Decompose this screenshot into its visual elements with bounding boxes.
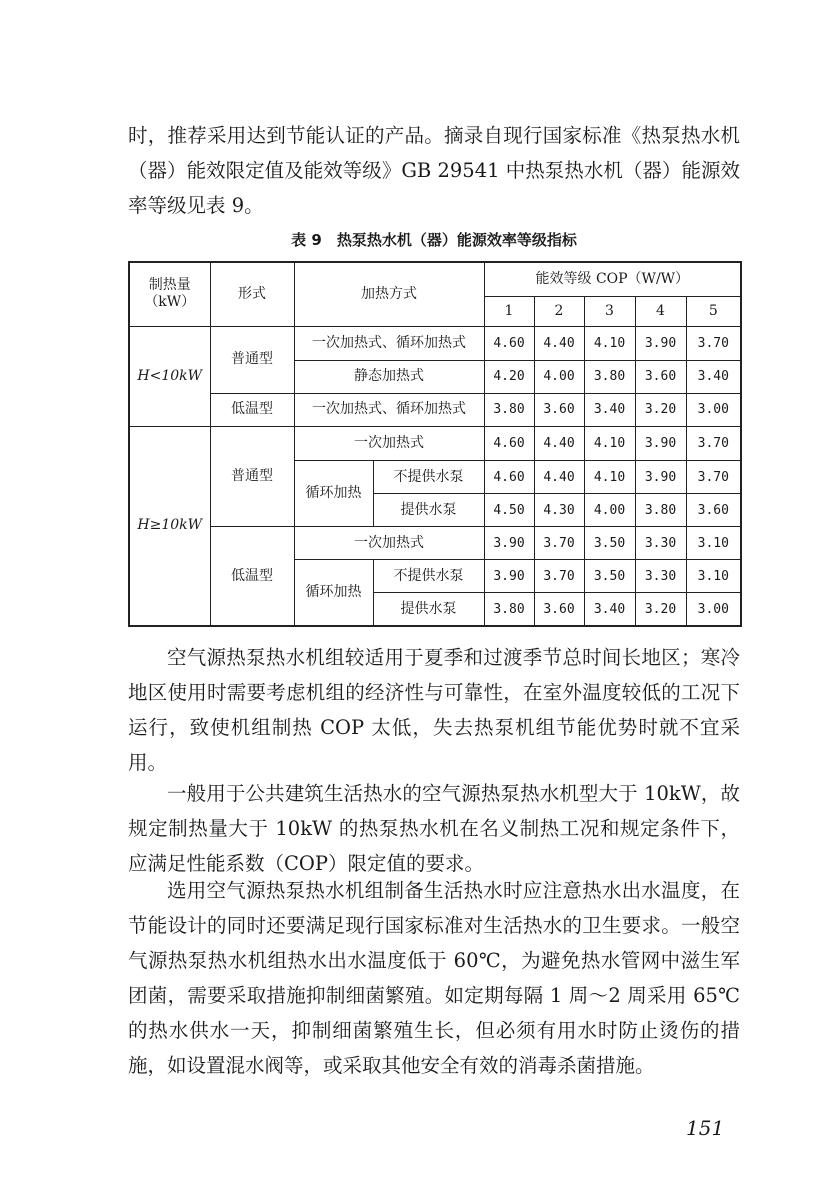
cop-value: 3.90 [635, 326, 686, 360]
cop-value: 3.20 [635, 393, 686, 426]
method-label: 一次加热式 [294, 426, 484, 460]
body-paragraph: 一般用于公共建筑生活热水的空气源热泵热水机型大于 10kW，故规定制热量大于 10kW 的热泵热水机在名义制热工况和规定条件下，应满足性能系数（COP）限定值的要求。 [128, 782, 740, 875]
table-row [129, 393, 741, 426]
table-row [129, 326, 741, 360]
cop-value: 3.80 [635, 494, 686, 527]
method-label: 一次加热式、循环加热式 [294, 393, 484, 426]
cop-value: 3.80 [484, 593, 534, 626]
table-caption: 表 9 热泵热水机（器）能源效率等级指标 [291, 231, 577, 249]
cop-value: 3.60 [635, 360, 686, 393]
form-label: 普通型 [210, 326, 294, 393]
cop-value: 4.00 [534, 360, 584, 393]
header-form: 形式 [210, 262, 294, 326]
method-label: 一次加热式 [294, 527, 484, 560]
cop-value: 3.90 [635, 426, 686, 460]
cop-value: 4.40 [534, 326, 584, 360]
method-label: 循环加热 [294, 460, 373, 526]
cop-value: 3.40 [686, 360, 741, 393]
cop-value: 3.10 [686, 560, 741, 593]
cop-value: 3.90 [484, 560, 534, 593]
method-label: 循环加热 [294, 560, 373, 626]
cop-value: 4.60 [484, 460, 534, 493]
cop-value: 4.60 [484, 426, 534, 460]
cop-value: 3.90 [484, 527, 534, 560]
cop-value: 3.70 [686, 426, 741, 460]
method-label: 一次加热式、循环加热式 [294, 326, 484, 360]
cop-value: 3.20 [635, 593, 686, 626]
cop-value: 3.70 [534, 527, 584, 560]
header-grade: 4 [635, 296, 686, 326]
cop-value: 3.60 [534, 393, 584, 426]
cop-value: 3.00 [686, 593, 741, 626]
cop-value: 4.10 [584, 426, 635, 460]
intro-paragraph: 时，推荐采用达到节能认证的产品。摘录自现行国家标准《热泵热水机（器）能效限定值及能效等级》GB 29541 中热泵热水机（器）能源效率等级见表 9。 [128, 124, 740, 217]
cop-value: 3.50 [584, 527, 635, 560]
cop-value: 4.30 [534, 494, 584, 527]
cop-value: 3.80 [484, 393, 534, 426]
submethod-label: 提供水泵 [373, 593, 484, 626]
header-cop: 能效等级 COP（W/W） [484, 262, 741, 296]
cop-value: 3.70 [686, 460, 741, 493]
table-row [129, 426, 741, 460]
header-grade: 3 [584, 296, 635, 326]
submethod-label: 不提供水泵 [373, 560, 484, 593]
cop-value: 4.60 [484, 326, 534, 360]
method-label: 静态加热式 [294, 360, 484, 393]
header-method: 加热方式 [294, 262, 484, 326]
group-label: H<10kW [129, 326, 210, 426]
body-paragraph: 选用空气源热泵热水机组制备生活热水时应注意热水出水温度，在节能设计的同时还要满足现行国家标准对生活热水的卫生要求。一般空气源热泵热水机组热水出水温度低于 60℃，为避免热水管网中滋生军团菌，需要采取措施抑制细菌繁殖。如定期每隔 1 周～2 周采用 65℃的热水供水一天，抑制细菌繁殖生长，但必须有用水时防止烫伤的措施，如设置混水阀等，或采取其他安全有效的消毒杀菌措施。 [128, 879, 740, 1077]
header-grade: 2 [534, 296, 584, 326]
cop-value: 4.40 [534, 426, 584, 460]
cop-value: 3.60 [534, 593, 584, 626]
cop-value: 3.70 [686, 326, 741, 360]
cop-value: 3.80 [584, 360, 635, 393]
cop-value: 4.10 [584, 326, 635, 360]
cop-value: 3.00 [686, 393, 741, 426]
table-row [129, 527, 741, 560]
cop-value: 3.60 [686, 494, 741, 527]
header-grade: 5 [686, 296, 741, 326]
form-label: 低温型 [210, 527, 294, 626]
header-capacity: 制热量 （kW） [129, 262, 210, 326]
group-label: H≥10kW [129, 426, 210, 626]
cop-value: 3.50 [584, 560, 635, 593]
submethod-label: 提供水泵 [373, 494, 484, 527]
form-label: 普通型 [210, 426, 294, 526]
cop-value: 3.10 [686, 527, 741, 560]
body-paragraph: 空气源热泵热水机组较适用于夏季和过渡季节总时间长地区；寒冷地区使用时需要考虑机组的经济性与可靠性，在室外温度较低的工况下运行，致使机组制热 COP 太低，失去热泵机组节能优势时就不宜采用。 [128, 646, 740, 774]
cop-table [128, 261, 742, 627]
cop-value: 3.30 [635, 560, 686, 593]
cop-value: 4.50 [484, 494, 534, 527]
cop-value: 4.20 [484, 360, 534, 393]
cop-value: 3.90 [635, 460, 686, 493]
page-number: 151 [686, 1116, 725, 1140]
header-grade: 1 [484, 296, 534, 326]
form-label: 低温型 [210, 393, 294, 426]
cop-value: 3.70 [534, 560, 584, 593]
cop-value: 3.30 [635, 527, 686, 560]
cop-value: 4.10 [584, 460, 635, 493]
cop-value: 4.40 [534, 460, 584, 493]
cop-value: 3.40 [584, 593, 635, 626]
cop-value: 4.00 [584, 494, 635, 527]
submethod-label: 不提供水泵 [373, 460, 484, 493]
cop-value: 3.40 [584, 393, 635, 426]
